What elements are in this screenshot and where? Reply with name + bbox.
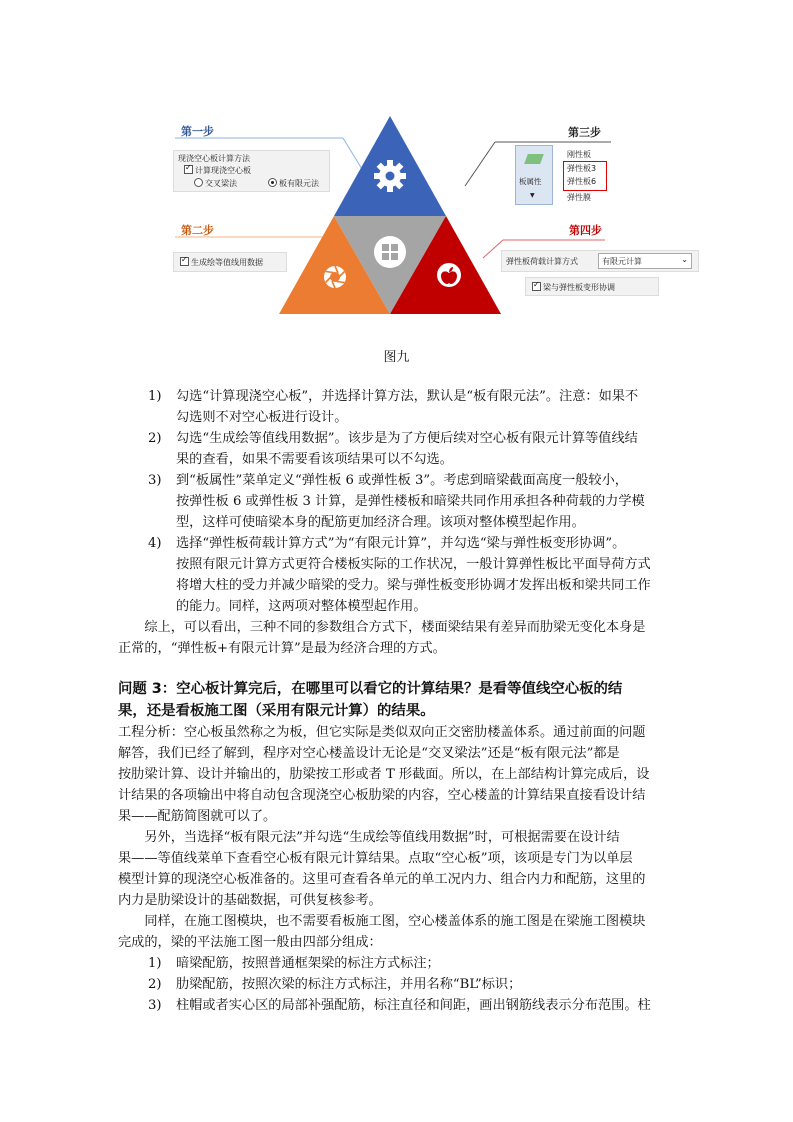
load-method-label: 弹性板荷载计算方式 [506,257,578,266]
question-heading: 问题 3：空心板计算完后，在哪里可以看它的计算结果？是看等值线空心板的结 果，还是看板施工图（采用有限元计算）的结果。 [118,681,623,719]
cross-beam-radio[interactable]: 交叉梁法 [194,178,237,189]
step-four-label: 第四步 [569,224,602,237]
calc-hollow-slab-checkbox[interactable]: ✓计算现浇空心板 [184,165,251,176]
contour-data-checkbox[interactable]: ✓生成绘等值线用数据 [180,257,263,268]
summary-paragraph: 综上，可以看出，三种不同的参数组合方式下，楼面梁结果有差异而肋梁无变化本身是 正常的，“弹性板+有限元计算”是最为经济合理的方式。 [118,620,646,656]
panel-step-four [501,250,699,272]
menu-item-rigid[interactable]: 刚性板 [567,150,591,159]
panel-step-four-check [525,277,659,296]
menu-item-elastic6[interactable]: 弹性板6 [567,177,597,186]
slab-property-button[interactable] [515,145,553,205]
aperture-icon [324,266,346,288]
analysis-paragraph: 工程分析：空心板虽然称之为板，但它实际是类似双向正交密肋楼盖体系。通过前面的问题 解答，我们已经了解到，程序对空心楼盖设计无论是“交叉梁法”还是“板有限元法”都是 按肋梁计算、设计并输出的，肋梁按工形或者 T 形截面。所以，在上部结构计算完成后，设 计结果的各项输出中将自动包含现浇空心板肋梁的内容，空心楼盖的计算结果直接看设计结 果——配筋简图就可以了。 [118,725,650,824]
windows-icon [374,236,406,268]
step-one-label: 第一步 [181,125,214,138]
contour-paragraph: 另外，当选择“板有限元法”并勾选“生成绘等值线用数据”时，可根据需要在设计结 果——等值线菜单下查看空心板有限元计算结果。点取“空心板”项，该项是专门为以单层 模型计算的现浇空心板准备的。这里可查看各单元的单工况内力、组合内力和配筋，这里的 内力是肋梁设计的基础数据，可供复核参考。 [118,830,646,908]
load-method-value: 有限元计算 [602,257,642,266]
step-three-label: 第三步 [568,126,601,139]
drawing-paragraph: 同样，在施工图模块，也不需要看板施工图，空心楼盖体系的施工图是在梁施工图模块 完成的，梁的平法施工图一般由四部分组成： [118,914,646,950]
fem-radio[interactable]: 板有限元法 [268,178,319,189]
figure-caption: 图九 [383,350,410,365]
step-two-label: 第二步 [181,224,214,237]
slab-property-label: 板属性 [519,177,542,186]
load-method-select[interactable] [598,253,692,269]
menu-item-membrane[interactable]: 弹性膜 [567,193,591,202]
gear-icon [374,160,406,192]
calc-method-group-label: 现浇空心板计算方法 [178,154,250,163]
apple-icon [437,263,461,287]
slab-icon [524,154,544,164]
panel-step-three [513,145,613,205]
figure-nine [165,112,705,322]
chevron-down-icon: ▼ [530,192,535,199]
menu-item-elastic3[interactable]: 弹性板3 [567,164,597,173]
panel-step-one [173,150,330,192]
panel-step-two [173,252,287,272]
chevron-down-icon: ⌄ [681,255,688,264]
beam-slab-coord-checkbox[interactable]: ✓梁与弹性板变形协调 [532,282,615,293]
